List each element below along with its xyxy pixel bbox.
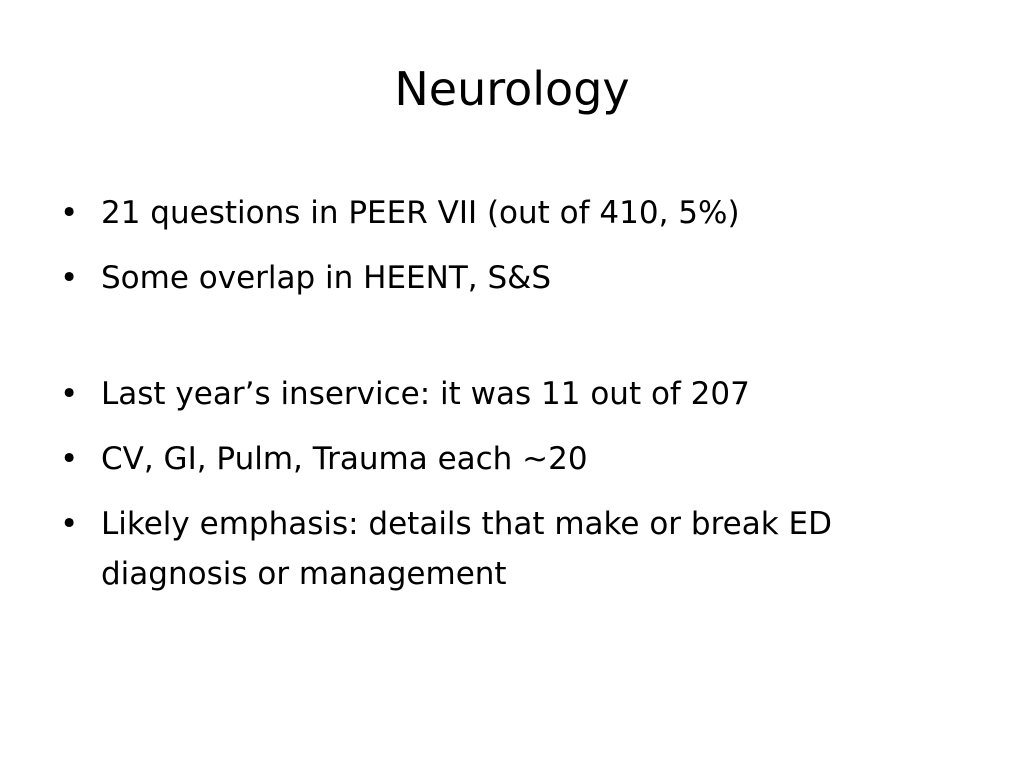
- bullet-item: [60, 369, 960, 419]
- bullet-item: [60, 188, 960, 238]
- bullet-icon: •: [60, 506, 79, 542]
- bullet-text: 21 questions in PEER VII (out of 410, 5%): [101, 195, 740, 231]
- bullet-icon: •: [60, 195, 79, 231]
- bullet-item: [60, 253, 960, 303]
- bullet-text: Some overlap in HEENT, S&S: [101, 260, 551, 296]
- bullet-icon: •: [60, 441, 79, 477]
- bullet-text: Likely emphasis: details that make or break ED diagnosis or management: [101, 506, 832, 592]
- slide-title: Neurology: [394, 62, 630, 116]
- bullet-icon: •: [60, 260, 79, 296]
- bullet-item: [60, 499, 960, 599]
- bullet-text: CV, GI, Pulm, Trauma each ~20: [101, 441, 588, 477]
- bullet-list: [60, 188, 960, 614]
- bullet-text: Last year’s inservice: it was 11 out of 207: [101, 376, 750, 412]
- bullet-icon: •: [60, 376, 79, 412]
- bullet-item: [60, 434, 960, 484]
